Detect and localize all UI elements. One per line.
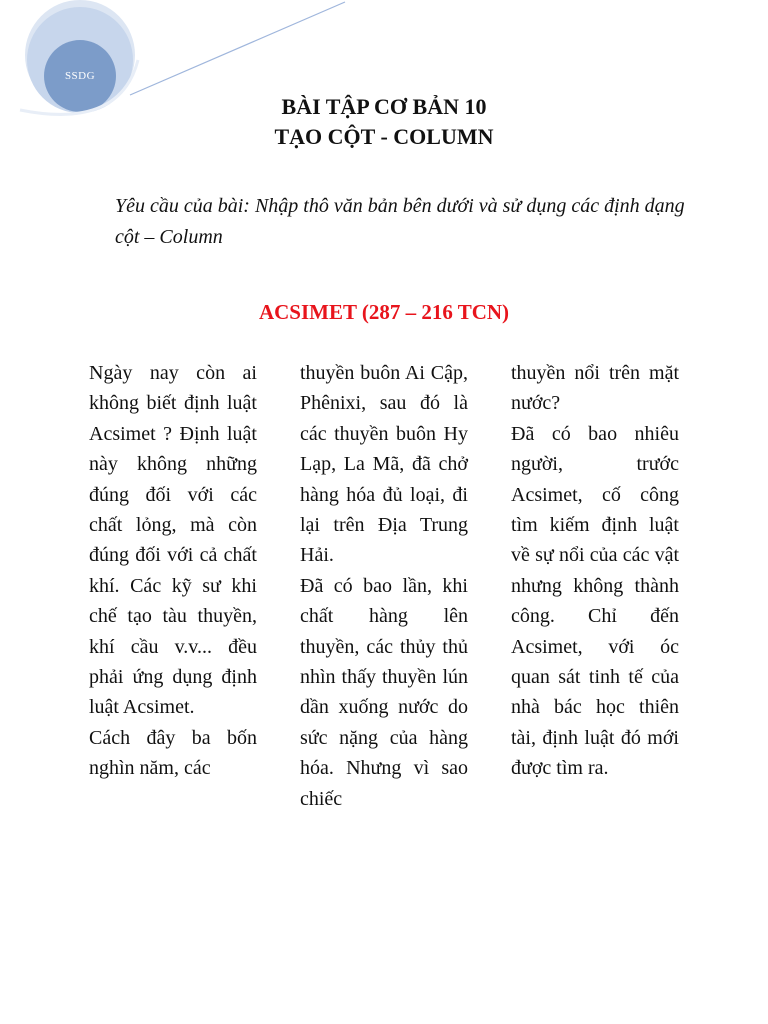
column-2-paragraph-2: Đã có bao lần, khi chất hàng lên thuyền, các thủy thủ nhìn thấy thuyền lún dần xuống nước do sức nặng của hàng hóa. Nhưng vì sao chiếc	[300, 574, 468, 810]
text-column-3	[511, 358, 679, 784]
column-1-paragraph-2: Cách đây ba bốn nghìn năm, các	[89, 726, 257, 780]
text-column-1	[89, 358, 257, 784]
logo-diagonal-line	[130, 2, 345, 95]
logo-label: SSDG	[64, 70, 96, 82]
heading-line-1: BÀI TẬP CƠ BẢN 10	[281, 94, 487, 119]
column-3-paragraph-1: thuyền nổi trên mặt nước?	[511, 362, 679, 415]
column-3-paragraph-2: Đã có bao nhiêu người, trước Acsimet, cố công tìm kiếm định luật về sự nổi của các vật nhưng không thành công. Chỉ đến Acsimet, với óc quan sát tinh tế của nhà bác học thiên tài, định luật đó mới được tìm ra.	[511, 422, 679, 780]
text-column-2	[300, 358, 468, 814]
column-2-paragraph-1: thuyền buôn Ai Cập, Phênixi, sau đó là các thuyền buôn Hy Lạp, La Mã, đã chở hàng hóa đủ loại, đi lại trên Địa Trung Hải.	[300, 362, 468, 567]
assignment-requirement: Yêu cầu của bài: Nhập thô văn bản bên dưới và sử dụng các định dạng cột – Column	[115, 195, 685, 248]
article-title: ACSIMET (287 – 216 TCN)	[258, 300, 510, 324]
heading-line-2: TẠO CỘT - COLUMN	[274, 124, 494, 149]
column-1-paragraph-1: Ngày nay còn ai không biết định luật Acsimet ? Định luật này không những đúng đối với các chất lỏng, mà còn đúng đối với cả chất khí. Các kỹ sư khi chế tạo tàu thuyền, khí cầu v.v... đều phải ứng dụng định luật Acsimet.	[89, 362, 257, 719]
